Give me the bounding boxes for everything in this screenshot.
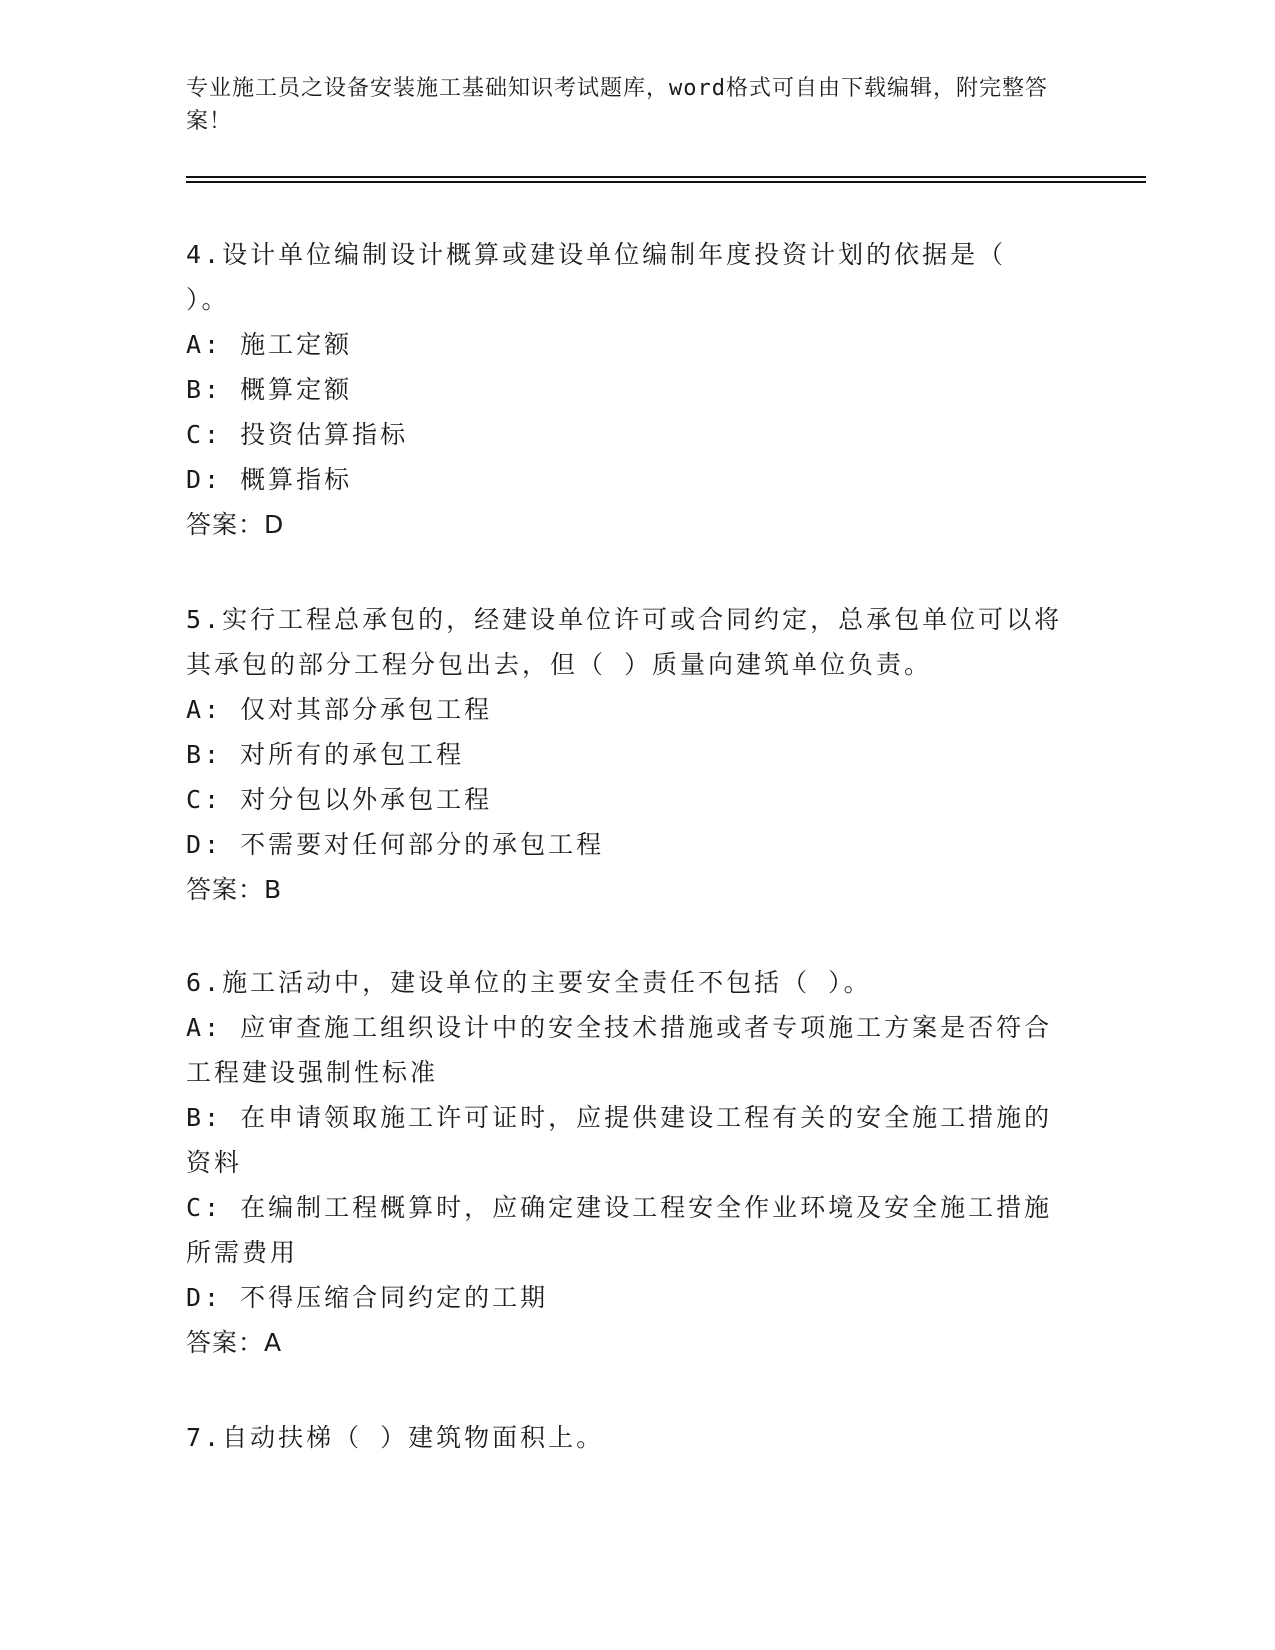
answer-label: 答案： [186, 1328, 265, 1357]
answer-line [186, 1320, 1066, 1365]
answer-value: B [264, 875, 283, 904]
option-c: C: 对分包以外承包工程 [186, 785, 493, 814]
header-divider-top [186, 176, 1146, 178]
question-5 [186, 597, 1066, 912]
answer-line [186, 502, 1066, 547]
question-stem: 4.设计单位编制设计概算或建设单位编制年度投资计划的依据是（ ）。 [186, 240, 1007, 314]
option-c: C: 在编制工程概算时，应确定建设工程安全作业环境及安全施工措施所需费用 [186, 1193, 1053, 1267]
option-b: B: 概算定额 [186, 375, 353, 404]
option-d: D: 不得压缩合同约定的工期 [186, 1283, 549, 1312]
answer-value: A [264, 1328, 283, 1357]
question-stem: 5.实行工程总承包的，经建设单位许可或合同约定，总承包单位可以将其承包的部分工程分包出去，但（ ）质量向建筑单位负责。 [186, 605, 1063, 679]
option-b: B: 在申请领取施工许可证时，应提供建设工程有关的安全施工措施的资料 [186, 1103, 1053, 1177]
question-4 [186, 232, 1066, 547]
option-a: A: 仅对其部分承包工程 [186, 695, 493, 724]
option-d: D: 概算指标 [186, 465, 353, 494]
option-c: C: 投资估算指标 [186, 420, 409, 449]
question-7 [186, 1415, 1066, 1460]
question-stem: 7.自动扶梯（ ）建筑物面积上。 [186, 1423, 605, 1452]
header-divider-bottom [186, 181, 1146, 183]
option-a: A: 应审查施工组织设计中的安全技术措施或者专项施工方案是否符合工程建设强制性标准 [186, 1013, 1053, 1087]
option-d: D: 不需要对任何部分的承包工程 [186, 830, 605, 859]
option-b: B: 对所有的承包工程 [186, 740, 465, 769]
question-6 [186, 960, 1066, 1365]
document-header: 专业施工员之设备安装施工基础知识考试题库，word格式可自由下载编辑，附完整答案！ [186, 76, 1048, 134]
option-a: A: 施工定额 [186, 330, 353, 359]
answer-value: D [264, 510, 285, 539]
answer-label: 答案： [186, 875, 265, 904]
answer-label: 答案： [186, 510, 265, 539]
question-stem: 6.施工活动中，建设单位的主要安全责任不包括（ ）。 [186, 968, 872, 997]
answer-line [186, 867, 1066, 912]
